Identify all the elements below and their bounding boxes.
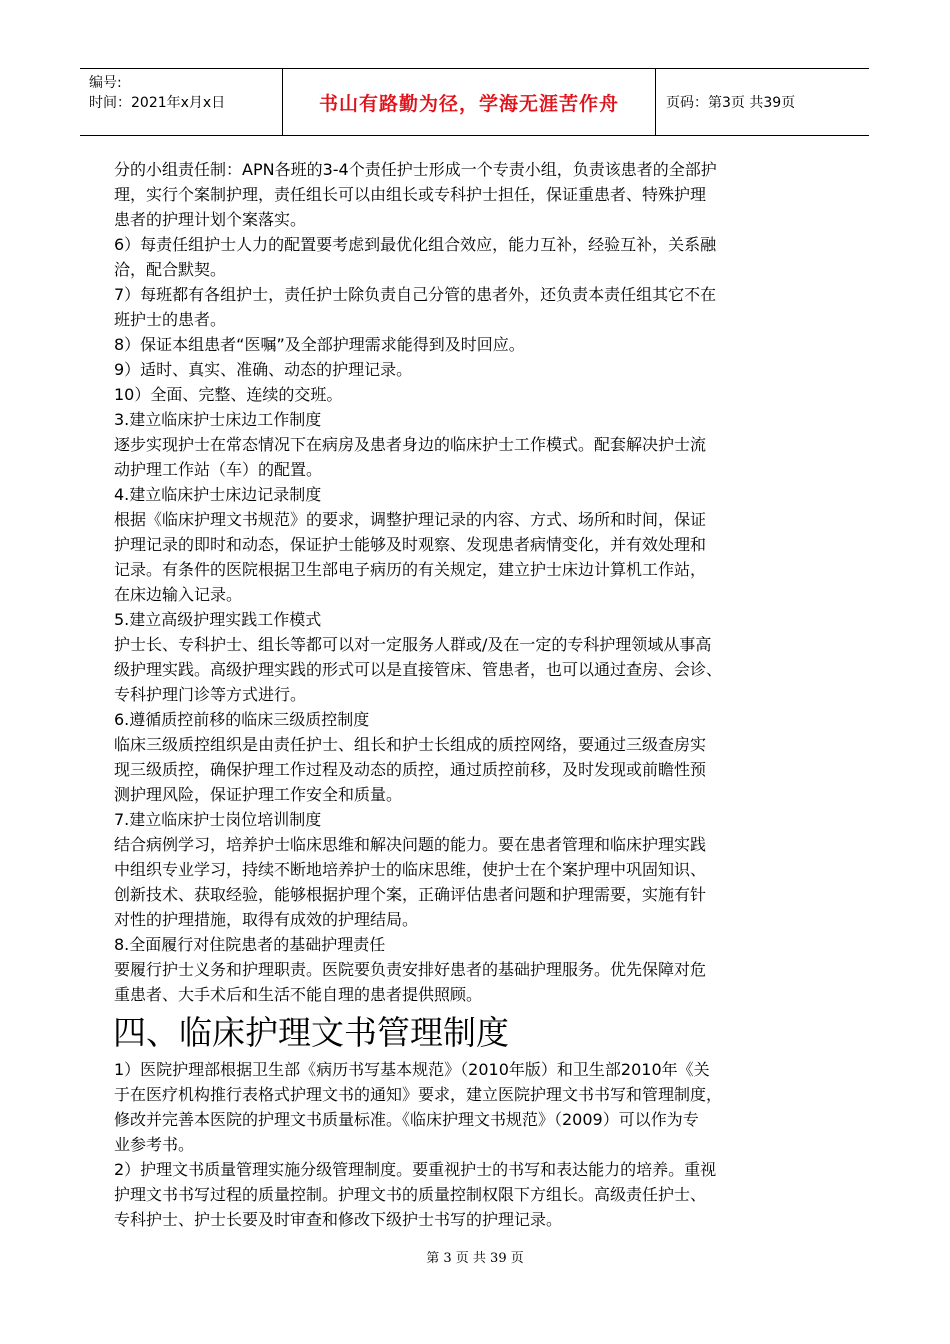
body-line: 创新技术、获取经验，能够根据护理个案，正确评估患者问题和护理需要，实施有针 xyxy=(114,885,707,904)
document-time-label: 时间：2021年x月x日 xyxy=(89,95,226,111)
body-line: 分的小组责任制：APN各班的3-4个责任护士形成一个专责小组，负责该患者的全部护 xyxy=(114,160,717,179)
subheading: 3.建立临床护士床边工作制度 xyxy=(114,410,322,429)
body-line: 临床三级质控组织是由责任护士、组长和护士长组成的质控网络，要通过三级查房实 xyxy=(114,735,707,754)
body-line: 2）护理文书质量管理实施分级管理制度。要重视护士的书写和表达能力的培养。重视 xyxy=(114,1160,717,1179)
body-line: 理，实行个案制护理，责任组长可以由组长或专科护士担任，保证重患者、特殊护理 xyxy=(114,185,707,204)
body-line: 7）每班都有各组护士，责任护士除负责自己分管的患者外，还负责本责任组其它不在 xyxy=(114,285,717,304)
subheading: 8.全面履行对住院患者的基础护理责任 xyxy=(114,935,386,954)
body-line: 班护士的患者。 xyxy=(114,310,227,329)
body-line: 于在医疗机构推行表格式护理文书的通知》要求，建立医院护理文书书写和管理制度， xyxy=(114,1085,723,1104)
body-line: 8）保证本组患者“医嘱”及全部护理需求能得到及时回应。 xyxy=(114,335,525,354)
header-motto: 书山有路勤为径，学海无涯苦作舟 xyxy=(282,69,656,135)
body-line: 在床边输入记录。 xyxy=(114,585,243,604)
body-line: 结合病例学习，培养护士临床思维和解决问题的能力。要在患者管理和临床护理实践 xyxy=(114,835,707,854)
body-line: 护士长、专科护士、组长等都可以对一定服务人群或/及在一定的专科护理领域从事高 xyxy=(114,635,712,654)
header-page-info: 页码：第3页 共39页 xyxy=(666,95,796,111)
body-line: 洽，配合默契。 xyxy=(114,260,227,279)
body-line: 动护理工作站（车）的配置。 xyxy=(114,460,323,479)
subheading: 4.建立临床护士床边记录制度 xyxy=(114,485,322,504)
page-footer: 第 3 页 共 39 页 xyxy=(426,1251,524,1266)
body-line: 记录。有条件的医院根据卫生部电子病历的有关规定，建立护士床边计算机工作站， xyxy=(114,560,707,579)
document-body xyxy=(114,157,844,1232)
body-line: 要履行护士义务和护理职责。医院要负责安排好患者的基础护理服务。优先保障对危 xyxy=(114,960,707,979)
body-line: 护理记录的即时和动态，保证护士能够及时观察、发现患者病情变化，并有效处理和 xyxy=(114,535,707,554)
subheading: 6.遵循质控前移的临床三级质控制度 xyxy=(114,710,370,729)
body-line: 10）全面、完整、连续的交班。 xyxy=(114,385,343,404)
body-line: 中组织专业学习，持续不断地培养护士的临床思维，使护士在个案护理中巩固知识、 xyxy=(114,860,707,879)
body-line: 专科护士、护士长要及时审查和修改下级护士书写的护理记录。 xyxy=(114,1210,563,1229)
body-line: 患者的护理计划个案落实。 xyxy=(114,210,307,229)
body-line: 业参考书。 xyxy=(114,1135,195,1154)
body-line: 对性的护理措施，取得有成效的护理结局。 xyxy=(114,910,419,929)
body-line: 测护理风险，保证护理工作安全和质量。 xyxy=(114,785,403,804)
body-line: 现三级质控，确保护理工作过程及动态的质控，通过质控前移，及时发现或前瞻性预 xyxy=(114,760,707,779)
subheading: 7.建立临床护士岗位培训制度 xyxy=(114,810,322,829)
body-line: 逐步实现护士在常态情况下在病房及患者身边的临床护士工作模式。配套解决护士流 xyxy=(114,435,707,454)
section-heading: 四、临床护理文书管理制度 xyxy=(113,1013,509,1052)
body-line: 修改并完善本医院的护理文书质量标准。《临床护理文书规范》（2009）可以作为专 xyxy=(114,1110,699,1129)
body-line: 专科护理门诊等方式进行。 xyxy=(114,685,307,704)
body-line: 1）医院护理部根据卫生部《病历书写基本规范》（2010年版）和卫生部2010年《关 xyxy=(114,1060,710,1079)
document-number-label: 编号: xyxy=(89,75,122,91)
header-meta-cell xyxy=(80,69,282,135)
body-line: 级护理实践。高级护理实践的形式可以是直接管床、管患者，也可以通过查房、会诊、 xyxy=(114,660,723,679)
header-table xyxy=(80,68,869,136)
body-line: 重患者、大手术后和生活不能自理的患者提供照顾。 xyxy=(114,985,483,1004)
subheading: 5.建立高级护理实践工作模式 xyxy=(114,610,322,629)
body-line: 根据《临床护理文书规范》的要求，调整护理记录的内容、方式、场所和时间，保证 xyxy=(114,510,707,529)
body-line: 6）每责任组护士人力的配置要考虑到最优化组合效应，能力互补，经验互补，关系融 xyxy=(114,235,717,254)
body-line: 9）适时、真实、准确、动态的护理记录。 xyxy=(114,360,413,379)
body-line: 护理文书书写过程的质量控制。护理文书的质量控制权限下方组长。高级责任护士、 xyxy=(114,1185,707,1204)
